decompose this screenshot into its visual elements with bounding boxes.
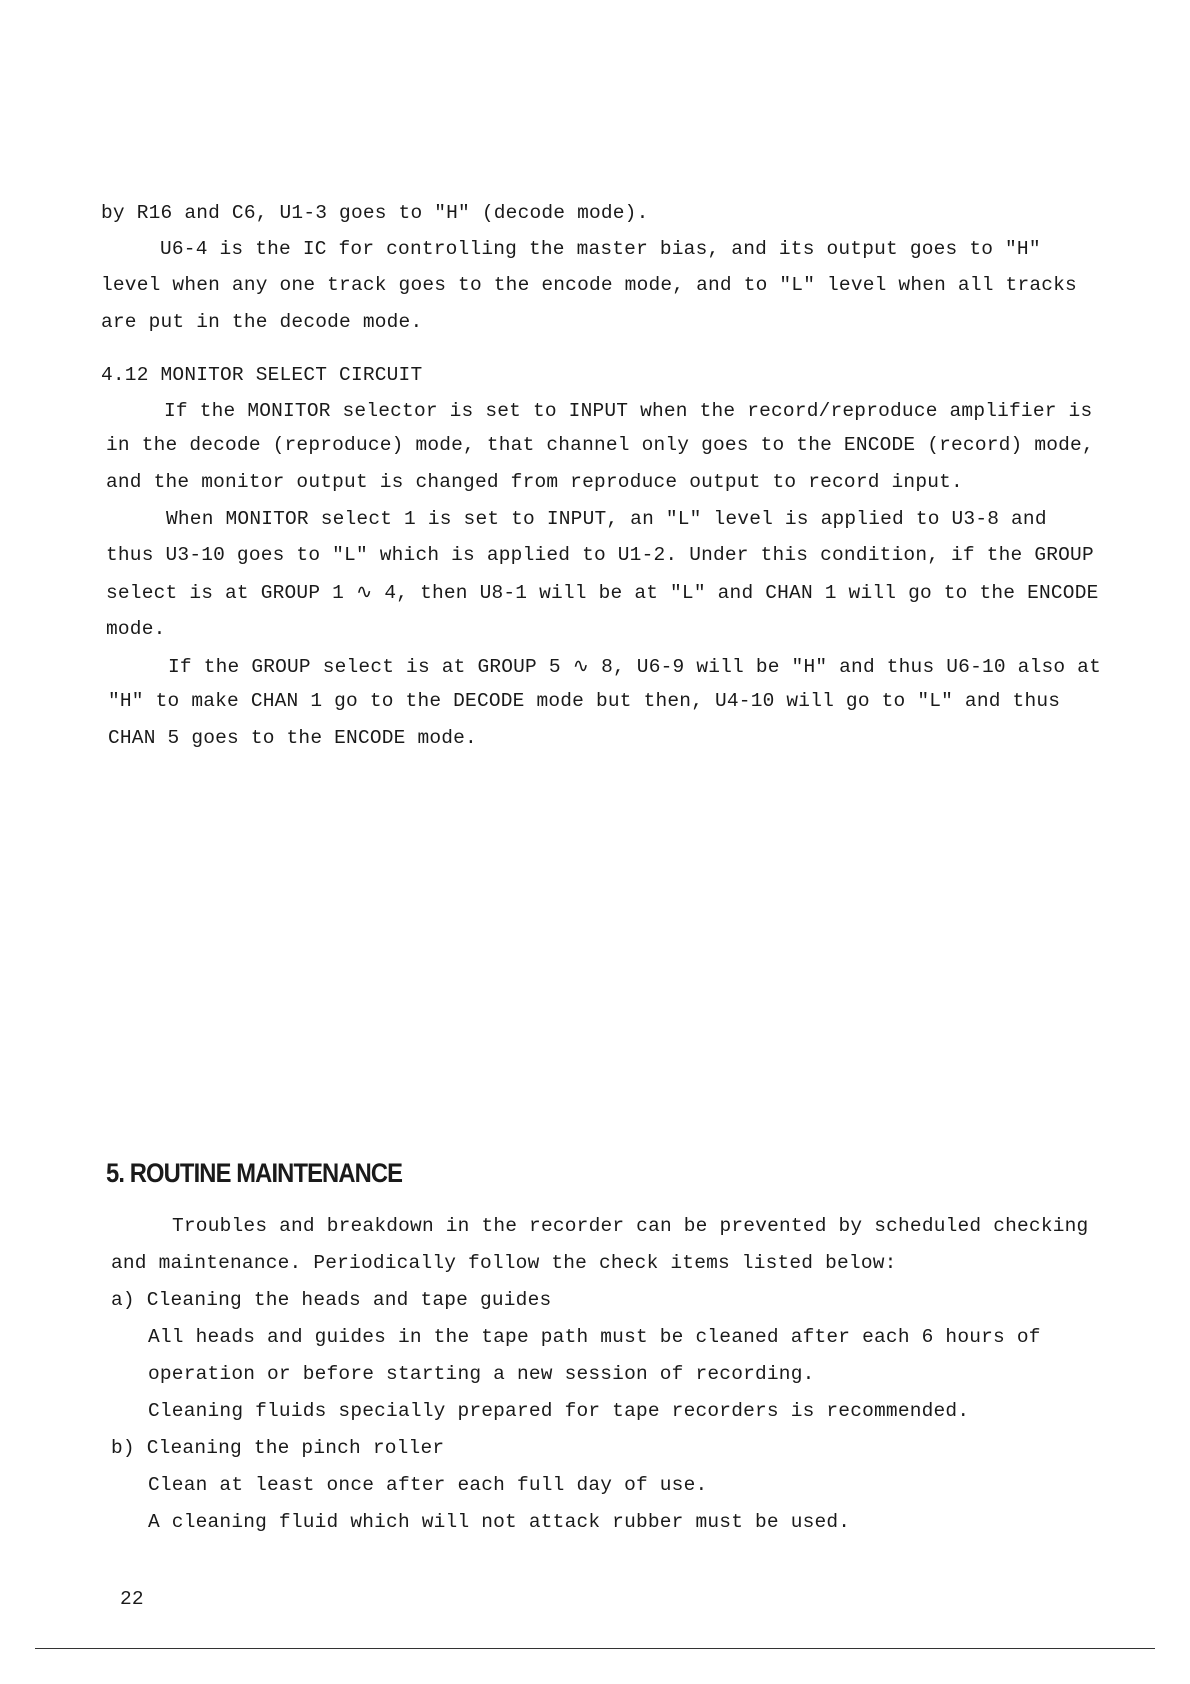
text-line: If the GROUP select is at GROUP 5 ∿ 8, U6-9 will be "H" and thus U6-10 also at xyxy=(168,656,1101,678)
text-line: in the decode (reproduce) mode, that channel only goes to the ENCODE (record) mode, xyxy=(106,434,1094,456)
text-line: Troubles and breakdown in the recorder can be prevented by scheduled checking xyxy=(172,1215,1089,1237)
text-line: U6-4 is the IC for controlling the master bias, and its output goes to "H" xyxy=(160,238,1041,260)
text-line: operation or before starting a new session of recording. xyxy=(148,1363,815,1385)
text-line: All heads and guides in the tape path must be cleaned after each 6 hours of xyxy=(148,1326,1041,1348)
text-line: A cleaning fluid which will not attack rubber must be used. xyxy=(148,1511,851,1533)
text-line: thus U3-10 goes to "L" which is applied to U1-2. Under this condition, if the GROUP xyxy=(106,544,1094,566)
text-line: Clean at least once after each full day of use. xyxy=(148,1474,708,1496)
text-line: by R16 and C6, U1-3 goes to "H" (decode mode). xyxy=(101,202,649,224)
text-line: Cleaning fluids specially prepared for tape recorders is recommended. xyxy=(148,1400,970,1422)
section-heading-routine-maintenance: 5. ROUTINE MAINTENANCE xyxy=(106,1158,403,1188)
text-line: are put in the decode mode. xyxy=(101,311,423,333)
footer-divider xyxy=(35,1648,1155,1649)
text-line: If the MONITOR selector is set to INPUT when the record/reproduce amplifier is xyxy=(164,400,1093,422)
text-line: and maintenance. Periodically follow the check items listed below: xyxy=(111,1252,897,1274)
text-line: level when any one track goes to the encode mode, and to "L" level when all tracks xyxy=(101,274,1077,296)
text-line: "H" to make CHAN 1 go to the DECODE mode but then, U4-10 will go to "L" and thus xyxy=(108,690,1061,712)
text-line: mode. xyxy=(106,618,166,640)
page-number: 22 xyxy=(120,1588,144,1610)
text-line: and the monitor output is changed from reproduce output to record input. xyxy=(106,471,963,493)
list-item-title: a) Cleaning the heads and tape guides xyxy=(111,1289,552,1311)
list-item-title: b) Cleaning the pinch roller xyxy=(111,1437,445,1459)
text-line: When MONITOR select 1 is set to INPUT, an "L" level is applied to U3-8 and xyxy=(166,508,1047,530)
section-heading-4-12: 4.12 MONITOR SELECT CIRCUIT xyxy=(101,364,423,386)
text-line: select is at GROUP 1 ∿ 4, then U8-1 will be at "L" and CHAN 1 will go to the ENCODE xyxy=(106,582,1099,604)
text-line: CHAN 5 goes to the ENCODE mode. xyxy=(108,727,477,749)
